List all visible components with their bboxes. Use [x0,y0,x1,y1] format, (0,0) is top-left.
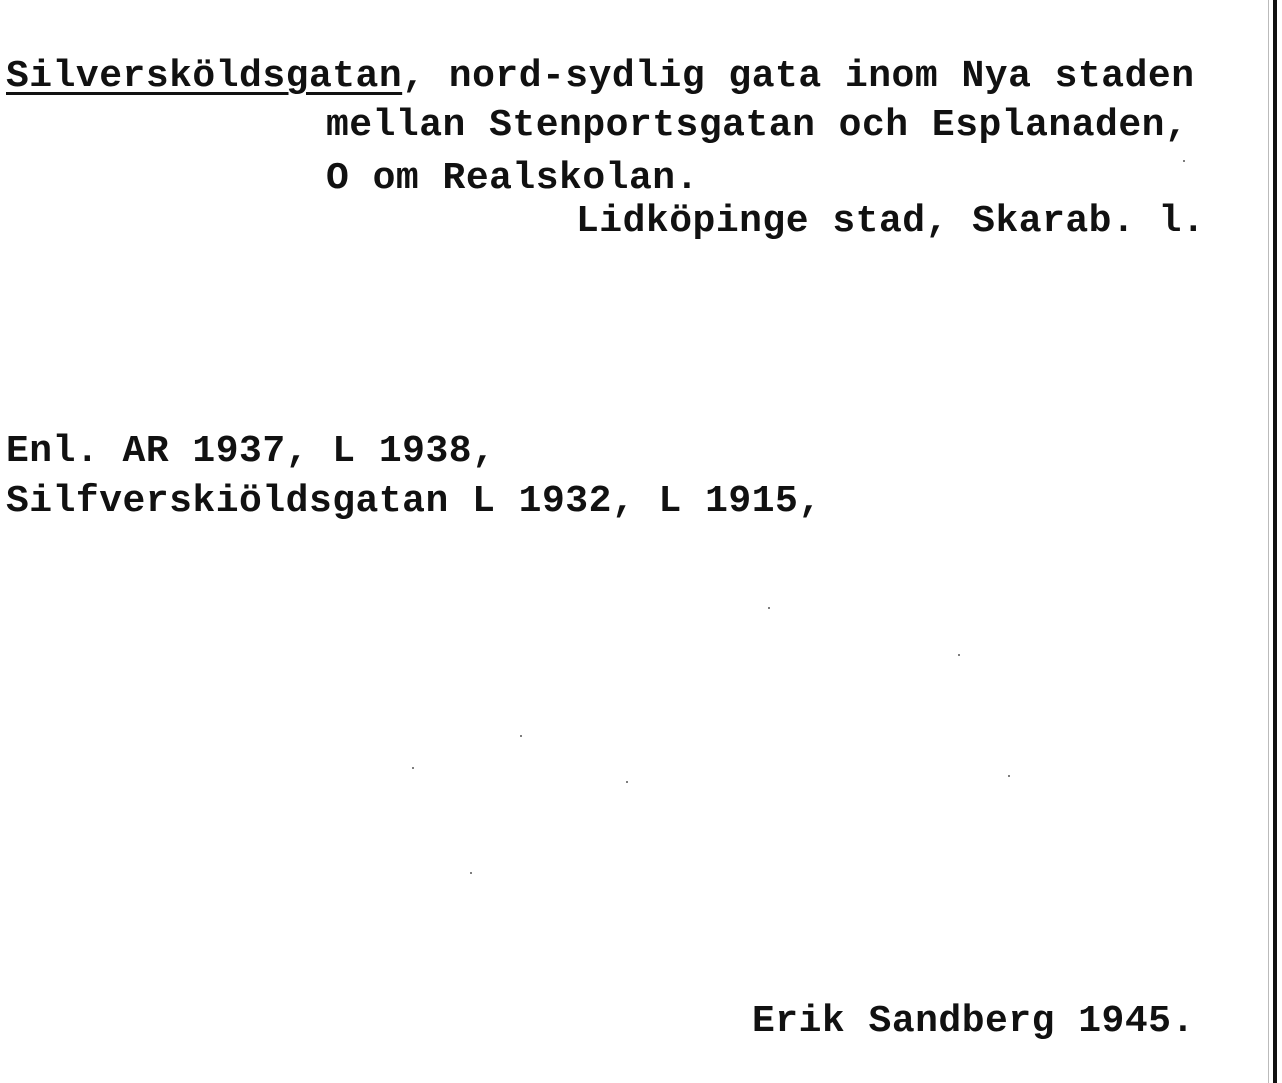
location-line: Lidköpinge stad, Skarab. l. [576,200,1206,243]
paper-speck [1183,160,1185,162]
entry-line-1-text: , nord-sydlig gata inom Nya staden [402,55,1195,98]
entry-line-2: mellan Stenportsgatan och Esplanaden, [326,104,1189,147]
variant-name-line: Silfverskiöldsgatan L 1932, L 1915, [6,480,822,523]
signature-line: Erik Sandberg 1945. [752,1000,1195,1043]
headword: Silversköldsgatan [6,55,403,98]
card-right-edge [1273,0,1277,1083]
paper-speck [520,735,522,737]
paper-speck [470,872,472,874]
paper-speck [412,767,414,769]
paper-speck [626,781,628,783]
paper-speck [768,607,770,609]
source-line: Enl. AR 1937, L 1938, [6,430,496,473]
entry-line-3: O om Realskolan. [326,157,699,200]
card-edge-shadow [1268,0,1269,1083]
entry-line-1 [6,55,1195,99]
paper-speck [958,654,960,656]
paper-speck [1008,775,1010,777]
